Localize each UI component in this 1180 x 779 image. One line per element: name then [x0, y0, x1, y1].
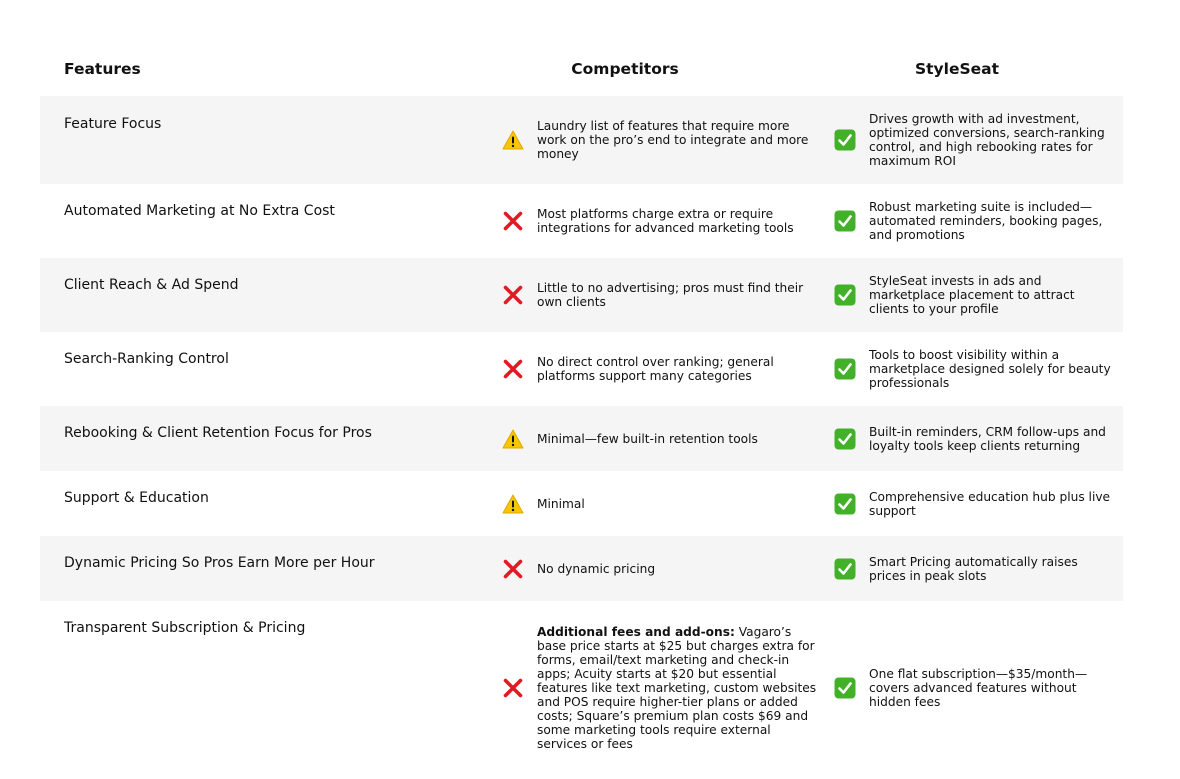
styleseat-text: Smart Pricing automatically raises prices in peak slots — [869, 554, 1078, 583]
check-icon — [833, 492, 857, 516]
competitor-text: No dynamic pricing — [537, 561, 656, 576]
comparison-table — [40, 96, 1123, 775]
competitor-cell — [501, 96, 821, 184]
competitor-text: Most platforms charge extra or require integrations for advanced marketing tools — [537, 207, 794, 235]
styleseat-cell — [833, 96, 1118, 184]
feature-label: Rebooking & Client Retention Focus for Pros — [64, 425, 372, 441]
competitor-text: Minimal—few built-in retention tools — [537, 431, 758, 446]
competitor-text: Laundry list of features that require more work on the pro’s end to integrate and more money — [537, 119, 809, 161]
styleseat-text: Comprehensive education hub plus live support — [869, 489, 1111, 518]
table-header — [0, 59, 1180, 81]
competitor-text: Minimal — [537, 496, 585, 511]
styleseat-cell — [833, 406, 1118, 471]
check-icon — [833, 128, 857, 152]
competitor-text: No direct control over ranking; general platforms support many categories — [537, 355, 774, 383]
cross-icon — [501, 676, 525, 700]
competitor-cell — [501, 332, 821, 406]
check-icon — [833, 676, 857, 700]
table-row — [40, 536, 1123, 601]
warning-icon — [501, 492, 525, 516]
competitor-cell — [501, 184, 821, 258]
check-icon — [833, 557, 857, 581]
table-row — [40, 96, 1123, 184]
table-row — [40, 471, 1123, 536]
styleseat-cell — [833, 332, 1118, 406]
header-competitors: Competitors — [571, 60, 679, 78]
feature-label: Client Reach & Ad Spend — [64, 277, 239, 293]
table-row — [40, 332, 1123, 406]
check-icon — [833, 209, 857, 233]
styleseat-text: StyleSeat invests in ads and marketplace placement to attract clients to your profile — [869, 274, 1075, 316]
styleseat-cell — [833, 184, 1118, 258]
styleseat-text: One flat subscription—$35/month—covers advanced features without hidden fees — [869, 667, 1088, 709]
competitor-text — [537, 625, 821, 751]
feature-label: Search-Ranking Control — [64, 351, 229, 367]
check-icon — [833, 427, 857, 451]
competitor-cell — [501, 601, 821, 775]
styleseat-cell — [833, 471, 1118, 536]
competitor-cell — [501, 471, 821, 536]
competitor-cell — [501, 536, 821, 601]
styleseat-cell — [833, 601, 1118, 775]
feature-label: Feature Focus — [64, 116, 162, 132]
competitor-cell — [501, 406, 821, 471]
table-row — [40, 601, 1123, 775]
feature-label: Transparent Subscription & Pricing — [64, 620, 306, 636]
warning-icon — [501, 128, 525, 152]
cross-icon — [501, 557, 525, 581]
styleseat-cell — [833, 258, 1118, 332]
header-features: Features — [64, 60, 141, 78]
competitor-text: Little to no advertising; pros must find their own clients — [537, 281, 804, 309]
styleseat-text: Robust marketing suite is included—automated reminders, booking pages, and promotions — [869, 200, 1103, 242]
warning-icon — [501, 427, 525, 451]
cross-icon — [501, 357, 525, 381]
feature-label: Dynamic Pricing So Pros Earn More per Hour — [64, 555, 375, 571]
table-row — [40, 184, 1123, 258]
competitor-text-bold: Additional fees and add-ons: — [537, 625, 735, 639]
table-row — [40, 406, 1123, 471]
styleseat-text: Tools to boost visibility within a marketplace designed solely for beauty professionals — [869, 348, 1111, 390]
feature-label: Automated Marketing at No Extra Cost — [64, 203, 335, 219]
feature-label: Support & Education — [64, 490, 209, 506]
styleseat-text: Built-in reminders, CRM follow-ups and loyalty tools keep clients returning — [869, 424, 1106, 453]
table-row — [40, 258, 1123, 332]
styleseat-text: Drives growth with ad investment, optimized conversions, search-ranking control, and high rebooking rates for maximum ROI — [869, 112, 1105, 168]
cross-icon — [501, 283, 525, 307]
competitor-text-body: Vagaro’s base price starts at $25 but charges extra for forms, email/text marketing and check-in apps; Acuity starts at $20 but essential features like text marketing, custom websites and POS require higher-tier plans or added costs; Square’s premium plan costs $69 and some marketing tools require external services or fees — [537, 625, 817, 751]
check-icon — [833, 283, 857, 307]
header-styleseat: StyleSeat — [914, 60, 1000, 78]
competitor-cell — [501, 258, 821, 332]
check-icon — [833, 357, 857, 381]
styleseat-cell — [833, 536, 1118, 601]
cross-icon — [501, 209, 525, 233]
